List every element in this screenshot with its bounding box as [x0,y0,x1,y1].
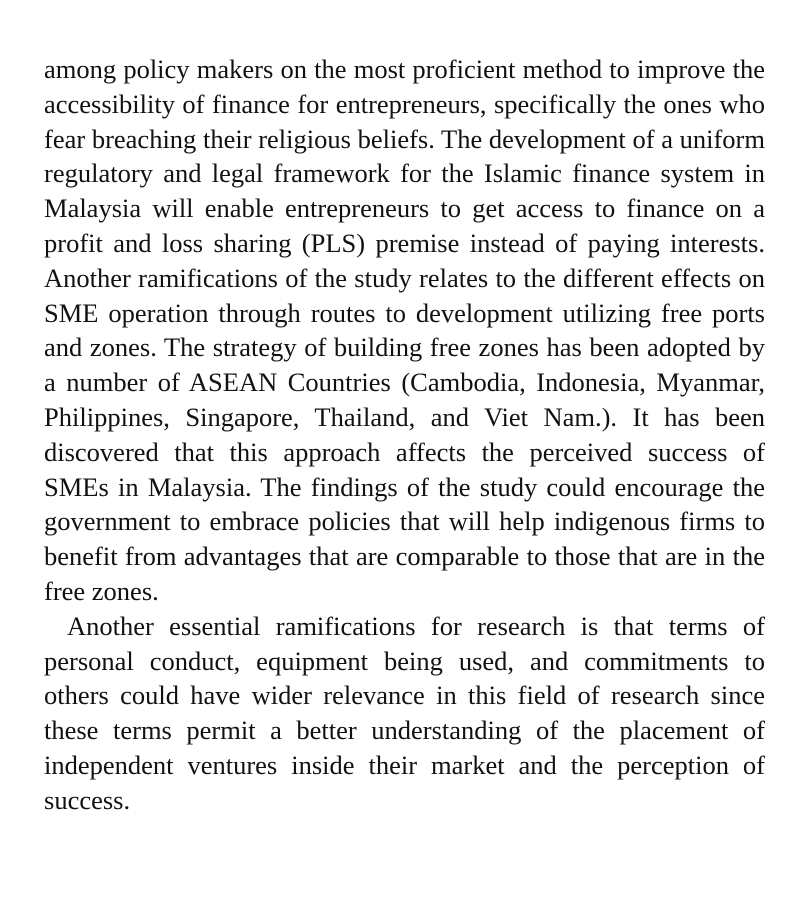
body-paragraph-2: Another essential ramifications for research is that terms of personal conduct, equipment being used, and commitments to others could have wider relevance in this field of research since these terms permit a better understanding of the placement of independent ventures inside their market and the perception of success. [44,610,765,815]
body-paragraph-1: among policy makers on the most proficient method to improve the accessibility of finance for entrepreneurs, specifically the ones who fear breaching their religious beliefs. The development of a uniform regulatory and legal framework for the Islamic finance system in Malaysia will enable entrepreneurs to get access to finance on a profit and loss sharing (PLS) premise instead of paying interests. Another ramifications of the study relates to the different effects on SME operation through routes to development utilizing free ports and zones. The strategy of building free zones has been adopted by a number of ASEAN Countries (Cambodia, Indonesia, Myanmar, Philippines, Singapore, Thailand, and Viet Nam.). It has been discovered that this approach affects the perceived success of SMEs in Malaysia. The findings of the study could encourage the government to embrace policies that will help indigenous firms to benefit from advantages that are comparable to those that are in the free zones. [44,54,765,606]
document-page [44,52,765,818]
